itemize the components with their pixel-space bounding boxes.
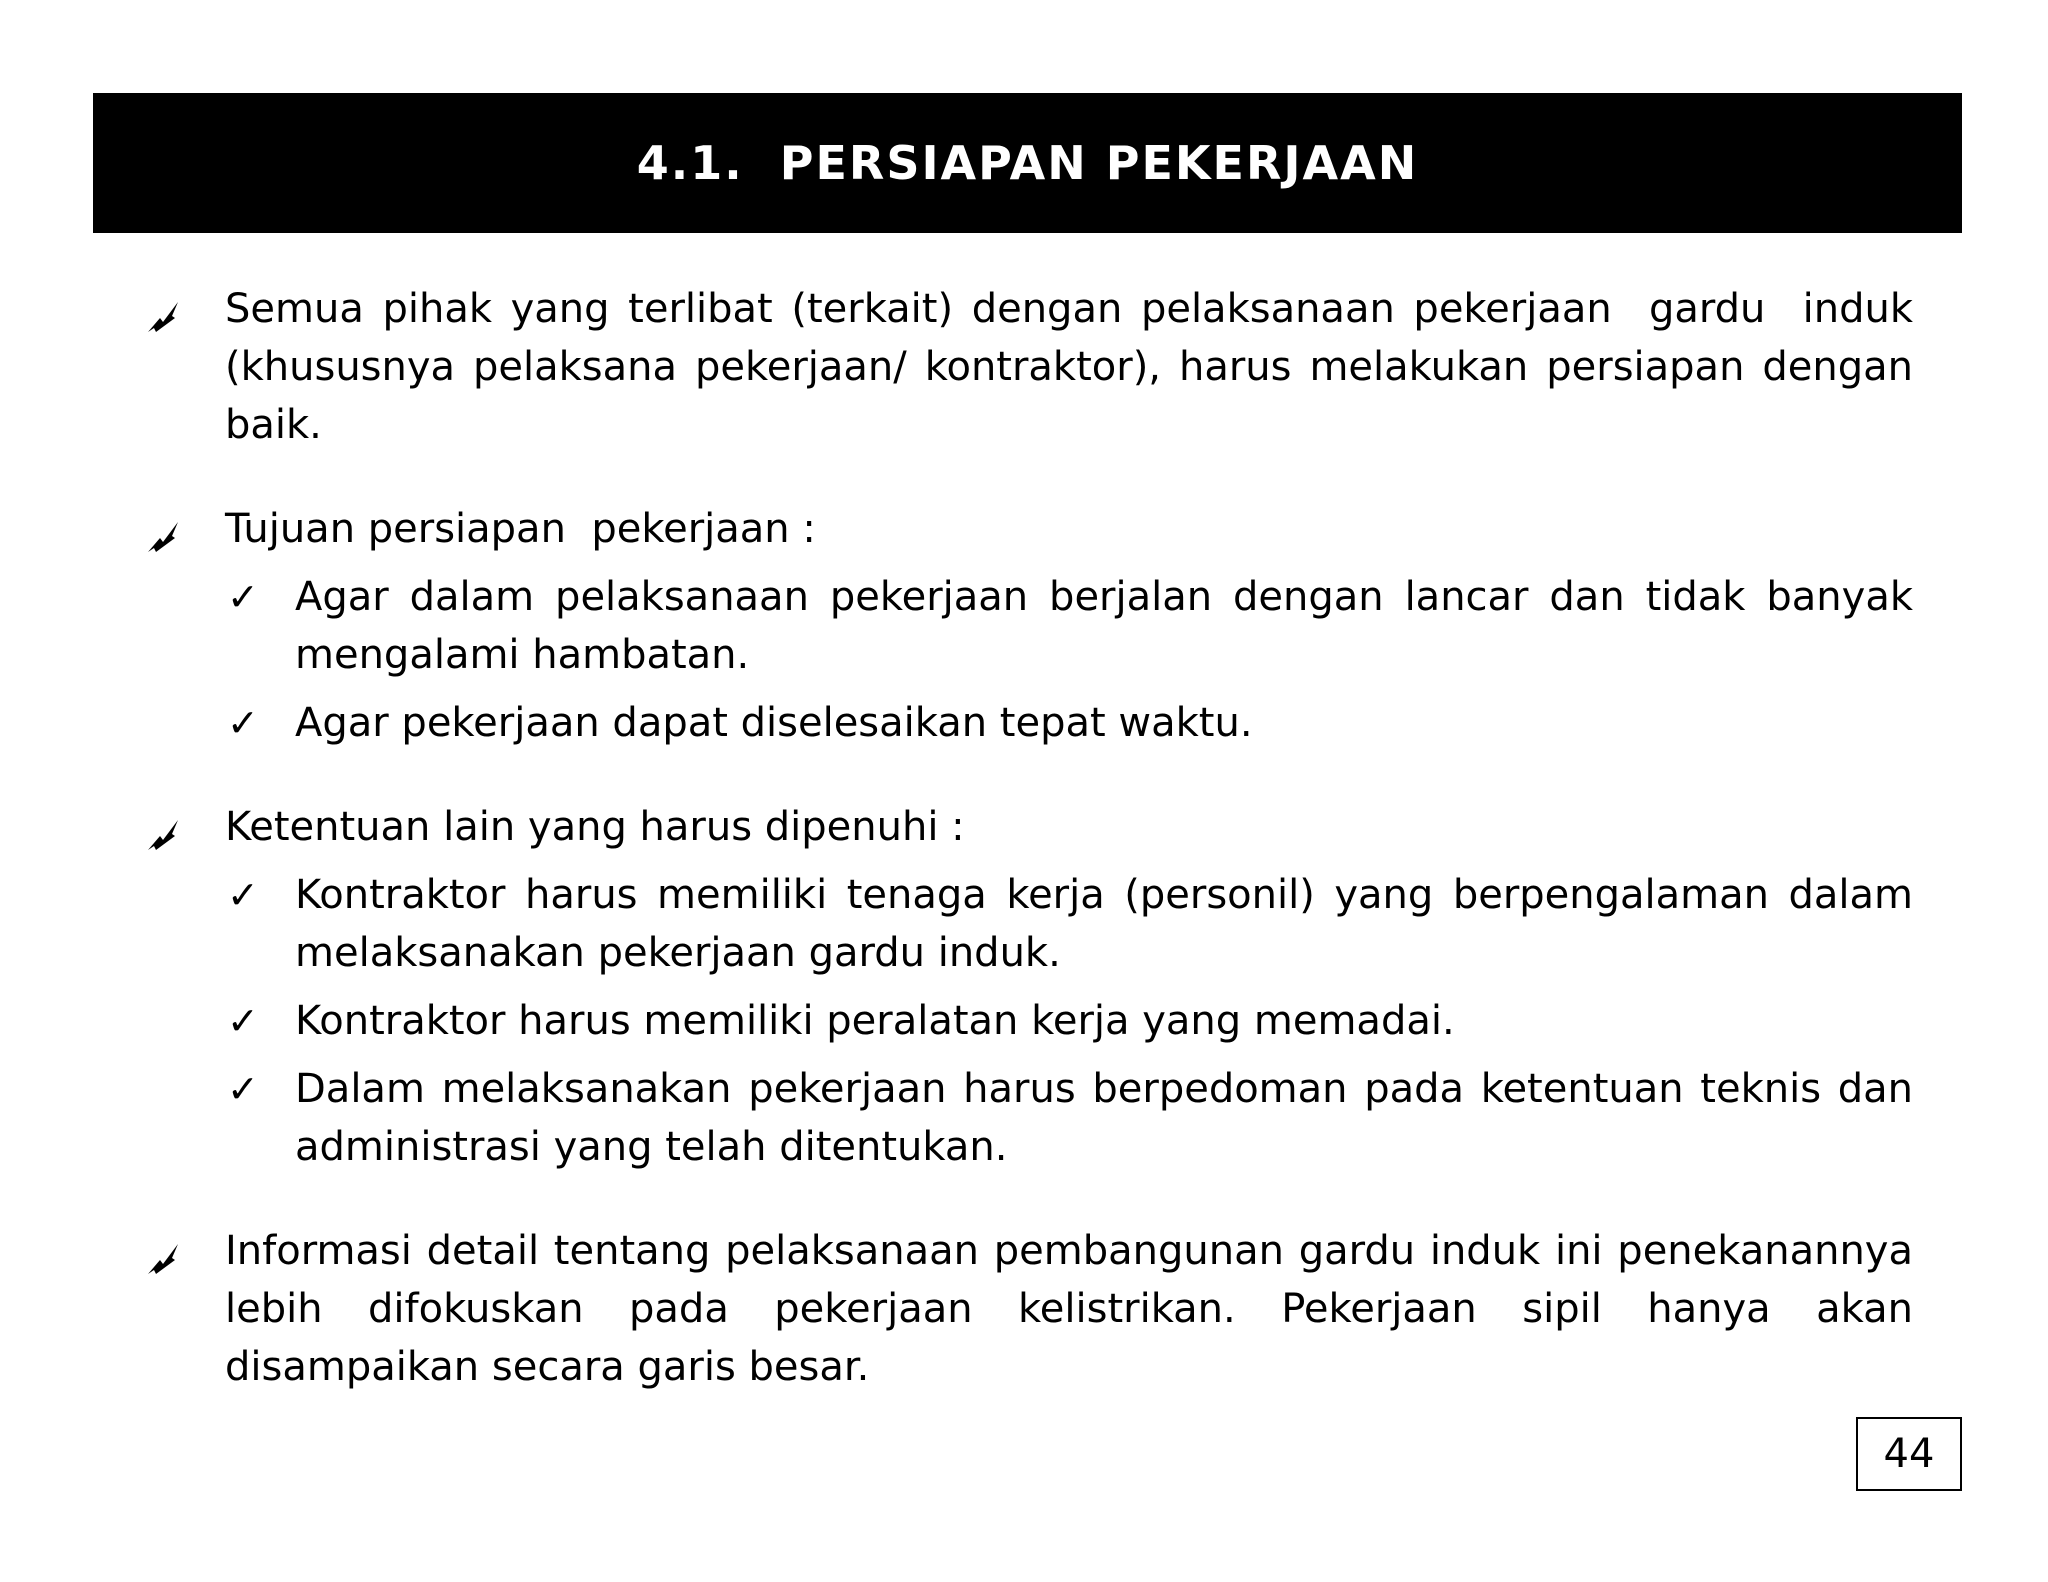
sub-list (225, 568, 1926, 752)
page-number: 44 (1856, 1417, 1962, 1491)
bullet-item (140, 500, 1926, 752)
bullet-text: Ketentuan lain yang harus dipenuhi : (225, 804, 965, 850)
sub-item-text: Agar dalam pelaksanaan pekerjaan berjalan dengan lancar dan tidak banyak mengalami hambatan. (295, 574, 1926, 678)
lightning-bullet-icon (144, 518, 190, 554)
sub-list-item (225, 866, 1926, 982)
section-header-bar (93, 93, 1962, 233)
bullet-item (140, 798, 1926, 1176)
sub-list (225, 866, 1926, 1176)
checkmark-icon: ✓ (227, 999, 259, 1043)
section-title: 4.1. PERSIAPAN PEKERJAAN (636, 136, 1419, 190)
checkmark-icon: ✓ (227, 701, 259, 745)
bullet-item (140, 1222, 1926, 1396)
sub-item-text: Kontraktor harus memiliki peralatan kerja yang memadai. (295, 998, 1455, 1044)
sub-list-item (225, 694, 1913, 752)
sub-item-text: Dalam melaksanakan pekerjaan harus berpedoman pada ketentuan teknis dan administrasi yang telah ditentukan. (295, 1066, 1926, 1170)
bullet-text: Semua pihak yang terlibat (terkait) dengan pelaksanaan pekerjaan gardu induk (khususnya pelaksana pekerjaan/ kontraktor), harus melakukan persiapan dengan baik. (225, 286, 1926, 448)
sub-item-text: Kontraktor harus memiliki tenaga kerja (personil) yang berpengalaman dalam melaksanakan pekerjaan gardu induk. (295, 872, 1926, 976)
lightning-bullet-icon (144, 298, 190, 334)
bullet-text: Tujuan persiapan pekerjaan : (225, 506, 816, 552)
checkmark-icon: ✓ (227, 575, 259, 619)
sub-list-item (225, 992, 1913, 1050)
document-content (140, 280, 1926, 1442)
sub-list-item (225, 1060, 1926, 1176)
checkmark-icon: ✓ (227, 1067, 259, 1111)
checkmark-icon: ✓ (227, 873, 259, 917)
bullet-text: Informasi detail tentang pelaksanaan pembangunan gardu induk ini penekanannya lebih difokuskan pada pekerjaan kelistrikan. Pekerjaan sipil hanya akan disampaikan secara garis besar. (225, 1228, 1926, 1390)
lightning-bullet-icon (144, 816, 190, 852)
sub-list-item (225, 568, 1926, 684)
lightning-bullet-icon (144, 1240, 190, 1276)
sub-item-text: Agar pekerjaan dapat diselesaikan tepat waktu. (295, 700, 1253, 746)
bullet-item (140, 280, 1926, 454)
